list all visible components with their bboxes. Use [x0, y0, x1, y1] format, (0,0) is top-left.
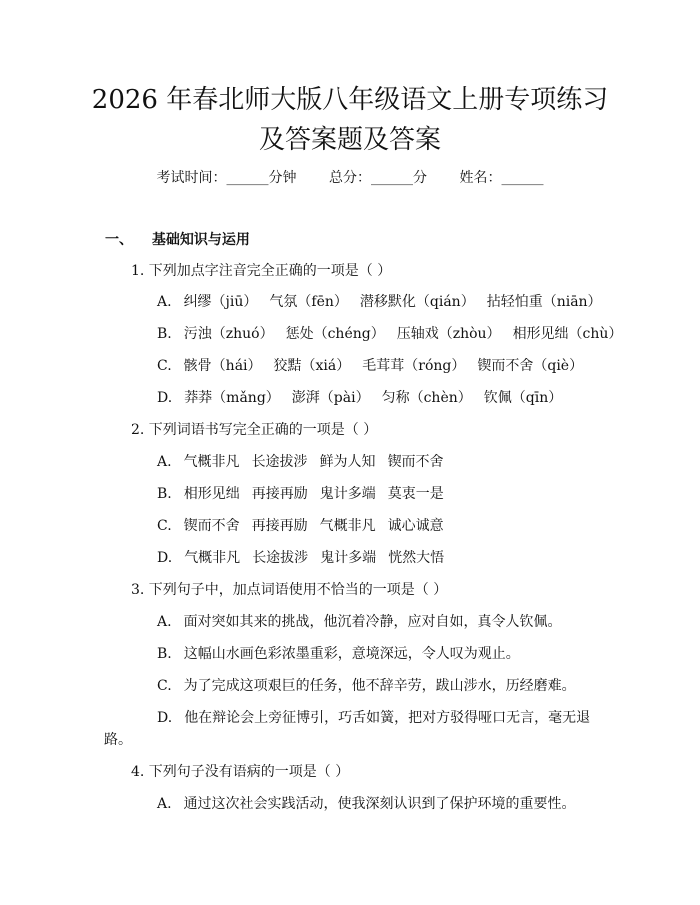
option-word: 相形见绌 [183, 486, 240, 502]
option-word: 鬼计多端 [319, 486, 376, 502]
option-text: 为了完成这项艰巨的任务，他不辞辛劳，跋山涉水，历经磨难。 [183, 678, 576, 694]
option-letter: C. [157, 358, 172, 374]
option-word: 澎湃（pài） [291, 390, 370, 406]
option-word: 狡黠（xiá） [273, 358, 351, 374]
option-word: 拈轻怕重（niān） [486, 294, 602, 310]
option-letter: A. [157, 796, 172, 812]
option-word: 诚心诚意 [387, 518, 444, 534]
doc-title-line1: 2026 年春北师大版八年级语文上册专项练习 [91, 85, 609, 115]
option-row [157, 676, 576, 696]
option-word: 相形见绌（chù） [512, 326, 623, 342]
option-text: 通过这次社会实践活动，使我深刻认识到了保护环境的重要性。 [183, 796, 576, 812]
exam-score: 总分：______分 [329, 170, 427, 186]
option-word: 长途拔涉 [252, 550, 309, 566]
option-row [157, 324, 622, 344]
option-letter: B. [157, 486, 172, 502]
exam-name: 姓名：______ [459, 170, 544, 186]
option-word: 鲜为人知 [319, 454, 376, 470]
option-word: 气概非凡 [184, 550, 241, 566]
option-word: 莫衷一是 [387, 486, 444, 502]
option-word: 气概非凡 [183, 454, 240, 470]
exam-meta [0, 168, 700, 188]
option-word: 再接再励 [251, 518, 308, 534]
question-stem: 1. 下列加点字注音完全正确的一项是（ ） [131, 263, 392, 279]
option-word: 莽莽（mǎng） [184, 390, 280, 406]
option-word: 钦佩（qīn） [483, 390, 563, 406]
section-title: 基础知识与运用 [151, 232, 250, 248]
option-word: 恍然大悟 [388, 550, 445, 566]
option-word: 再接再励 [251, 486, 308, 502]
question-stem: 3. 下列句子中，加点词语使用不恰当的一项是（ ） [131, 582, 448, 598]
option-letter: D. [157, 550, 173, 566]
option-word: 污浊（zhuó） [183, 326, 274, 342]
section-number: 一、 [105, 232, 133, 248]
option-row [157, 644, 520, 664]
option-letter: A. [157, 614, 172, 630]
option-letter: C. [157, 678, 172, 694]
option-row [104, 707, 604, 751]
option-word: 压轴戏（zhòu） [396, 326, 501, 342]
option-letter: B. [157, 646, 172, 662]
option-letter: A. [157, 294, 172, 310]
option-word: 毛茸茸（róng） [362, 358, 466, 374]
option-text: 面对突如其来的挑战，他沉着冷静，应对自如，真令人钦佩。 [183, 614, 562, 630]
option-word: 潜移默化（qián） [359, 294, 475, 310]
option-text: 他在辩论会上旁征博引，巧舌如簧，把对方驳得哑口无言，毫无退路。 [104, 710, 591, 748]
option-word: 长途拔涉 [251, 454, 308, 470]
option-letter: B. [157, 326, 172, 342]
option-row [157, 388, 562, 408]
option-word: 气概非凡 [319, 518, 376, 534]
exam-time: 考试时间：______分钟 [156, 170, 297, 186]
section-heading [105, 230, 250, 250]
option-text: 这幅山水画色彩浓墨重彩，意境深远，令人叹为观止。 [183, 646, 520, 662]
option-word: 锲而不舍 [387, 454, 444, 470]
option-row [157, 794, 576, 814]
option-word: 鬼计多端 [320, 550, 377, 566]
question-stem: 4. 下列句子没有语病的一项是（ ） [131, 764, 350, 780]
option-letter: D. [157, 390, 173, 406]
option-word: 锲而不舍 [183, 518, 240, 534]
option-row [157, 548, 444, 568]
option-word: 锲而不舍（qiè） [477, 358, 584, 374]
option-letter: D. [157, 710, 173, 726]
option-word: 气氛（fēn） [269, 294, 348, 310]
option-word: 骸骨（hái） [183, 358, 262, 374]
doc-title-line2: 及答案题及答案 [258, 125, 441, 155]
option-row [157, 292, 602, 312]
option-word: 纠缪（jiū） [183, 294, 258, 310]
option-row [157, 484, 444, 504]
option-word: 匀称（chèn） [381, 390, 472, 406]
option-word: 惩处（chéng） [285, 326, 385, 342]
option-letter: C. [157, 518, 172, 534]
option-row [157, 516, 444, 536]
option-row [157, 452, 444, 472]
option-letter: A. [157, 454, 172, 470]
option-row [157, 612, 562, 632]
question-stem: 2. 下列词语书写完全正确的一项是（ ） [131, 422, 378, 438]
option-row [157, 356, 583, 376]
